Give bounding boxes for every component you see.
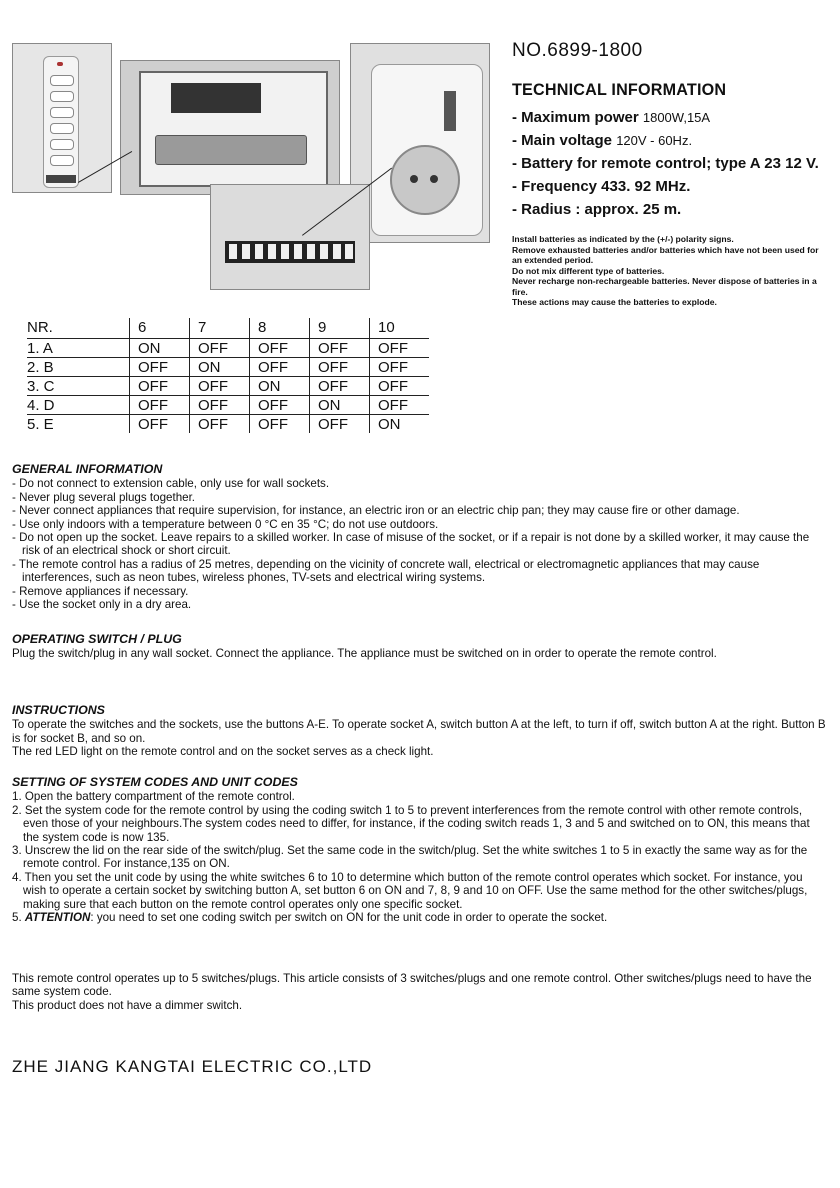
- list-item: 2. Set the system code for the remote control by using the coding switch 1 to 5 to prevent interferences from the remote control with other remote controls, even those of your neighbours.The system codes need to differ, for instance, if the coding switch reads 1, 3 and 5 and switched on to ON, this means that the system code is now 135.: [12, 803, 810, 844]
- table-cell: OFF: [310, 358, 370, 377]
- table-cell: ON: [250, 377, 310, 396]
- socket-hole: [430, 175, 438, 183]
- list-item: - Do not open up the socket. Leave repairs to a skilled worker. In case of misuse of the socket, or if a repair is not done by a skilled worker, it may cause the risk of an electrical shock or short circuit.: [12, 531, 810, 558]
- paragraph: This product does not have a dimmer switch.: [12, 998, 243, 1012]
- document-number: NO.6899-1800: [512, 40, 643, 61]
- coding-switch-block: [171, 83, 261, 113]
- table-cell: OFF: [250, 415, 310, 434]
- table-cell: OFF: [370, 358, 430, 377]
- dip-switch: [229, 244, 237, 259]
- unit-code-table: [27, 318, 429, 433]
- table-cell: OFF: [190, 415, 250, 434]
- dip-switch: [242, 244, 250, 259]
- paragraph: The red LED light on the remote control and on the socket serves as a check light.: [12, 745, 434, 759]
- socket-coding-switch: [444, 91, 456, 131]
- paragraph: Plug the switch/plug in any wall socket. Connect the appliance. The appliance must be switched on in order to operate the remote control.: [12, 647, 717, 661]
- table-cell: ON: [370, 415, 430, 434]
- socket-photo: [350, 43, 490, 243]
- list-item: - Use only indoors with a temperature between 0 °C en 35 °C; do not use outdoors.: [12, 517, 439, 531]
- table-cell: OFF: [190, 377, 250, 396]
- compartment-frame: [139, 71, 328, 187]
- remote-button: [50, 155, 74, 166]
- table-row: [27, 396, 429, 415]
- battery: [155, 135, 307, 165]
- table-cell: OFF: [310, 339, 370, 358]
- list-item: - The remote control has a radius of 25 metres, depending on the vicinity of concrete wall, electrical or electromagnetic appliances that may cause interferences, such as neon tubes, wireless phones, TV-sets and electrical wiring systems.: [12, 557, 760, 585]
- table-header: 10: [370, 318, 430, 339]
- socket-outlet: [390, 145, 460, 215]
- battery-note: These actions may cause the batteries to explode.: [512, 297, 717, 307]
- dip-switch: [333, 244, 341, 259]
- table-header: NR.: [27, 318, 53, 336]
- table-header: 8: [250, 318, 310, 339]
- remote-button: [50, 75, 74, 86]
- general-information-section: [12, 463, 828, 611]
- table-cell: 3. C: [27, 377, 130, 396]
- table-row: [27, 377, 429, 396]
- table-row: [27, 358, 429, 377]
- table-cell: 2. B: [27, 358, 130, 377]
- list-item: 3. Unscrew the lid on the rear side of the switch/plug. Set the same code in the switch/plug. Set the white switches 1 to 5 in exactly the same way as for the remote control. For instance,135 on ON.: [12, 844, 808, 871]
- list-item: - Do not connect to extension cable, only use for wall sockets.: [12, 477, 330, 491]
- socket-hole: [410, 175, 418, 183]
- dip-switch: [307, 244, 315, 259]
- list-item: - Use the socket only in a dry area.: [12, 598, 192, 612]
- paragraph: This remote control operates up to 5 switches/plugs. This article consists of 3 switches/plugs and one remote control. Other switches/plugs need to have the same system code.: [12, 972, 812, 999]
- section-heading: SETTING OF SYSTEM CODES AND UNIT CODES: [12, 775, 298, 789]
- remote-button: [50, 123, 74, 134]
- spec-item: - Radius : approx. 25 m.: [512, 201, 682, 218]
- table-cell: ON: [310, 396, 370, 415]
- dip-switch: [255, 244, 263, 259]
- battery-note: Install batteries as indicated by the (+/-) polarity signs.: [512, 234, 734, 244]
- table-cell: OFF: [250, 358, 310, 377]
- remote-button: [50, 139, 74, 150]
- table-cell: OFF: [130, 396, 190, 415]
- table-header: 9: [310, 318, 370, 339]
- dip-switch: [294, 244, 302, 259]
- list-item: 1. Open the battery compartment of the remote control.: [12, 790, 295, 804]
- table-cell: OFF: [370, 339, 430, 358]
- dip-switch-panel: [225, 241, 355, 263]
- attention-item: 5. ATTENTION: you need to set one coding switch per switch on ON for the unit code in order to operate the socket.: [12, 911, 608, 925]
- technical-information-title: TECHNICAL INFORMATION: [512, 80, 727, 99]
- battery-notes: [512, 234, 828, 308]
- spec-item: - Main voltage 120V - 60Hz.: [512, 132, 693, 149]
- operating-section: [12, 633, 828, 661]
- table-cell: OFF: [310, 377, 370, 396]
- table-cell: OFF: [250, 396, 310, 415]
- coding-switches-photo: [210, 184, 370, 290]
- setting-codes-section: [12, 776, 828, 924]
- section-heading: GENERAL INFORMATION: [12, 462, 163, 476]
- table-cell: OFF: [130, 415, 190, 434]
- battery-note: Do not mix different type of batteries.: [512, 265, 665, 276]
- spec-list: [512, 106, 819, 221]
- table-header: 6: [130, 318, 190, 339]
- remote-control-body: [43, 56, 79, 188]
- list-item: - Never plug several plugs together.: [12, 490, 196, 504]
- battery-note: Never recharge non-rechargeable batteries. Never dispose of batteries in a fire.: [512, 276, 817, 297]
- table-cell: OFF: [310, 415, 370, 434]
- table-cell: OFF: [190, 396, 250, 415]
- table-cell: OFF: [370, 377, 430, 396]
- table-cell: OFF: [250, 339, 310, 358]
- table-cell: ON: [130, 339, 190, 358]
- table-cell: OFF: [370, 396, 430, 415]
- table-row: [27, 415, 429, 434]
- remote-button: [50, 107, 74, 118]
- spec-item: - Maximum power 1800W,15A: [512, 109, 711, 126]
- table-cell: OFF: [130, 358, 190, 377]
- table-cell: ON: [190, 358, 250, 377]
- dip-switch: [281, 244, 289, 259]
- remote-battery-lid: [46, 175, 76, 183]
- dip-switch: [268, 244, 276, 259]
- instructions-section: [12, 704, 828, 759]
- dip-switch: [320, 244, 328, 259]
- table-row: [27, 339, 429, 358]
- table-cell: OFF: [130, 377, 190, 396]
- paragraph: To operate the switches and the sockets, use the buttons A-E. To operate socket A, switch button A at the left, to turn if off, switch button A at the right. Button B is for socket B, and so on.: [12, 718, 826, 745]
- section-heading: OPERATING SWITCH / PLUG: [12, 632, 182, 646]
- table-cell: 4. D: [27, 396, 130, 415]
- table-header: 7: [190, 318, 250, 339]
- spec-item: - Battery for remote control; type A 23 12 V.: [512, 155, 819, 172]
- battery-compartment-photo: [120, 60, 340, 195]
- dip-switch: [345, 244, 353, 259]
- table-header-row: [27, 318, 429, 339]
- company-name: ZHE JIANG KANGTAI ELECTRIC CO.,LTD: [12, 1057, 373, 1076]
- socket-body: [371, 64, 483, 236]
- section-heading: INSTRUCTIONS: [12, 703, 105, 717]
- list-item: - Remove appliances if necessary.: [12, 584, 189, 598]
- remote-led: [57, 62, 63, 66]
- closing-section: [12, 972, 828, 1012]
- battery-note: Remove exhausted batteries and/or batteries which have not been used for an extended period.: [512, 244, 819, 265]
- spec-item: - Frequency 433. 92 MHz.: [512, 178, 691, 195]
- list-item: 4. Then you set the unit code by using the white switches 6 to 10 to determine which button of the remote control operates which socket. For instance, you wish to operate a certain socket by switching button A, set button 6 on ON and 7, 8, 9 and 10 on OFF. Use the same method for the other switches/plugs, making sure that each button on the remote control operates only one specific socket.: [12, 870, 808, 911]
- list-item: - Never connect appliances that require supervision, for instance, an electric iron or an electric chip pan; they may cause fire or other damage.: [12, 504, 740, 518]
- table-cell: 5. E: [27, 415, 130, 434]
- table-cell: 1. A: [27, 339, 130, 358]
- attention-label: ATTENTION: [24, 911, 91, 925]
- table-cell: OFF: [190, 339, 250, 358]
- remote-button: [50, 91, 74, 102]
